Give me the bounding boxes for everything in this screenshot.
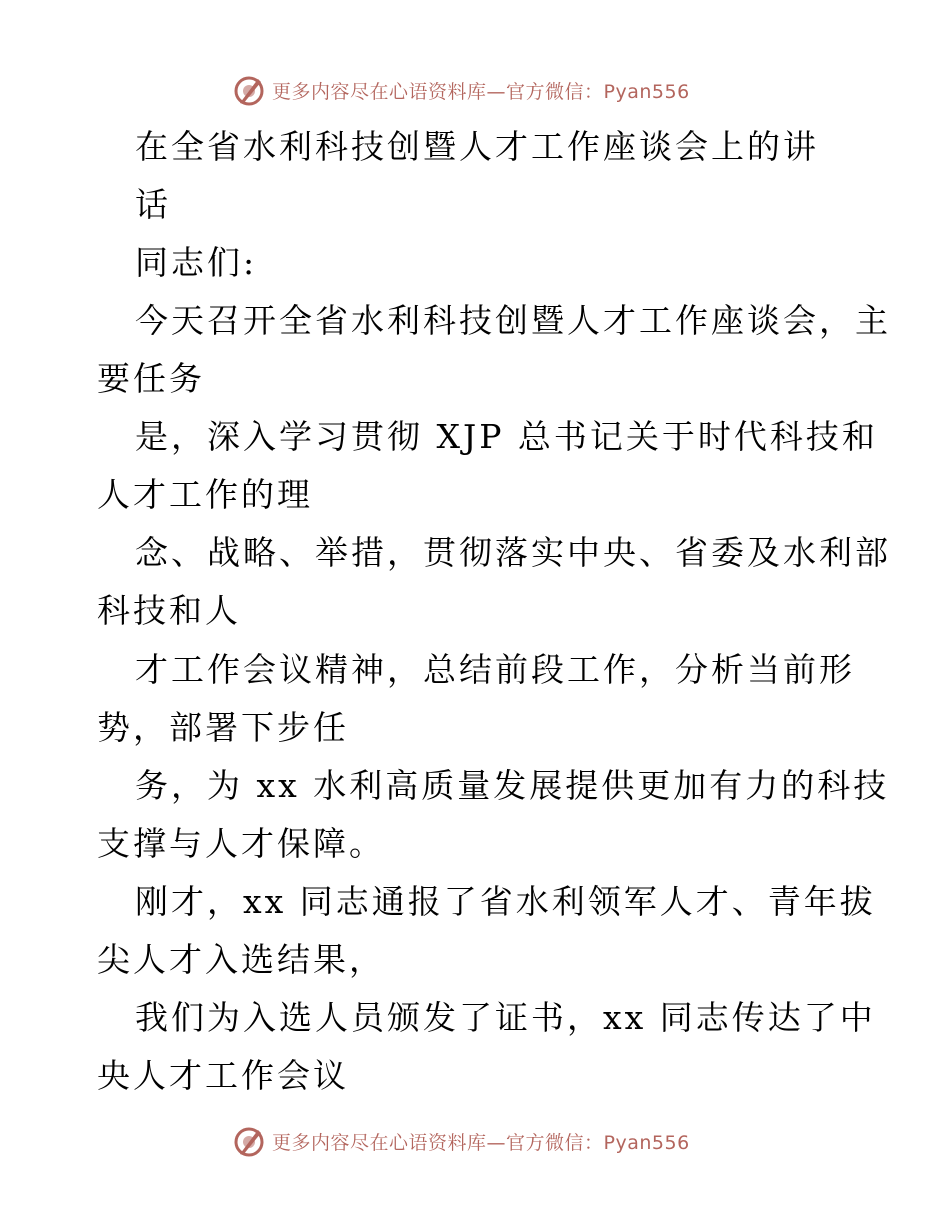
body-line: 是，深入学习贯彻 XJP 总书记关于时代科技和 [135, 417, 878, 456]
body-line: 才工作会议精神，总结前段工作，分析当前形 [135, 650, 855, 689]
watermark-header [232, 72, 690, 108]
body-line: 支撑与人才保障。 [97, 824, 385, 863]
body-line: 念、战略、举措，贯彻落实中央、省委及水利部 [135, 533, 891, 572]
salutation: 同志们: [135, 243, 258, 282]
body-line: 央人才工作会议 [97, 1056, 349, 1095]
body-line: 人才工作的理 [97, 475, 313, 514]
speech-title-line-2: 话 [135, 185, 171, 224]
quill-seal-icon [232, 1124, 266, 1158]
body-line: 我们为入选人员颁发了证书，xx 同志传达了中 [135, 998, 876, 1037]
watermark-text: 更多内容尽在心语资料库—官方微信：Pyan556 [272, 1131, 690, 1154]
body-line: 务，为 xx 水利高质量发展提供更加有力的科技 [135, 766, 890, 805]
watermark-text: 更多内容尽在心语资料库—官方微信：Pyan556 [272, 80, 690, 103]
body-line: 科技和人 [97, 591, 241, 630]
quill-seal-icon [232, 73, 266, 107]
body-line: 尖人才入选结果， [97, 940, 385, 979]
body-line: 要任务 [97, 359, 205, 398]
speech-title-line-1: 在全省水利科技创暨人才工作座谈会上的讲 [135, 127, 819, 166]
body-line: 刚才，xx 同志通报了省水利领军人才、青年拔 [135, 882, 876, 921]
body-line: 今天召开全省水利科技创暨人才工作座谈会，主 [135, 301, 891, 340]
watermark-footer [232, 1123, 690, 1159]
body-line: 势，部署下步任 [97, 708, 349, 747]
